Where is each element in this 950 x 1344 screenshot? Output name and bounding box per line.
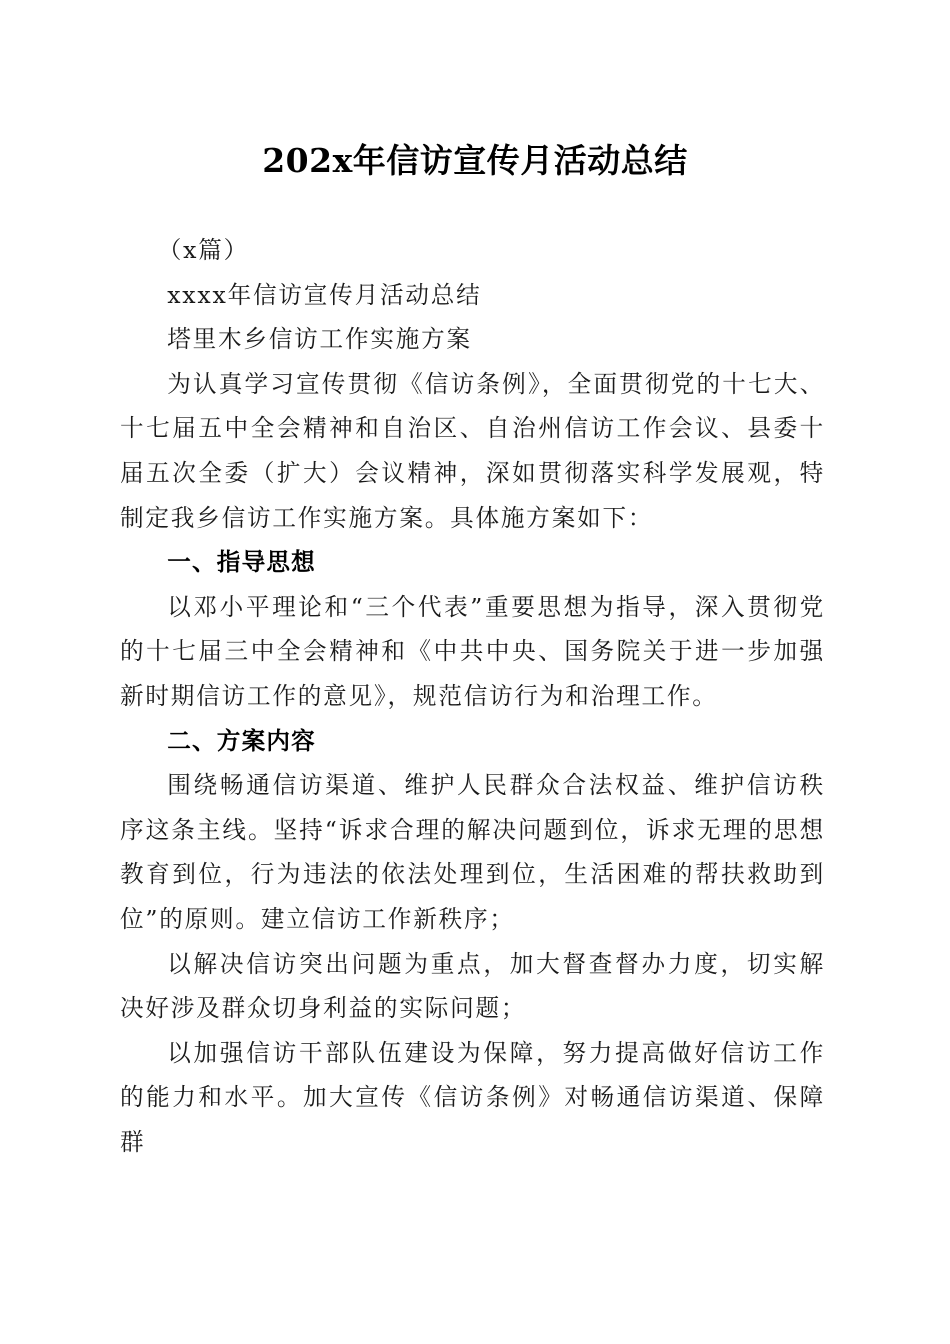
content-paragraph: 围绕畅通信访渠道、维护人民群众合法权益、维护信访秩序这条主线。坚持“诉求合理的解决问题到位，诉求无理的思想教育到位，行为违法的依法处理到位，生活困难的帮扶救助到位”的原则。建立信访工作新秩序； (120, 771, 825, 933)
part-label: （x篇） (157, 236, 250, 264)
plan-title-line: 塔里木乡信访工作实施方案 (167, 325, 472, 354)
document-body (120, 228, 825, 1164)
section-heading-plan-content: 二、方案内容 (167, 726, 316, 755)
section-heading-guiding-thought: 一、指导思想 (167, 548, 316, 577)
guiding-paragraph: 以邓小平理论和“三个代表”重要思想为指导，深入贯彻党的十七届三中全会精神和《中共中央、国务院关于进一步加强新时期信访工作的意见》，规范信访行为和治理工作。 (120, 592, 825, 710)
content-paragraph: 以解决信访突出问题为重点，加大督查督办力度，切实解决好涉及群众切身利益的实际问题； (120, 949, 825, 1023)
document-title: 202x年信访宣传月活动总结 (262, 141, 688, 180)
subtitle-line: xxxx年信访宣传月活动总结 (167, 280, 482, 309)
content-paragraph: 以加强信访干部队伍建设为保障，努力提高做好信访工作的能力和水平。加大宣传《信访条例》对畅通信访渠道、保障群 (120, 1038, 825, 1156)
intro-paragraph: 为认真学习宣传贯彻《信访条例》，全面贯彻党的十七大、十七届五中全会精神和自治区、自治州信访工作会议、县委十届五次全委（扩大）会议精神，深如贯彻落实科学发展观，特制定我乡信访工作实施方案。具体施方案如下： (120, 369, 825, 532)
